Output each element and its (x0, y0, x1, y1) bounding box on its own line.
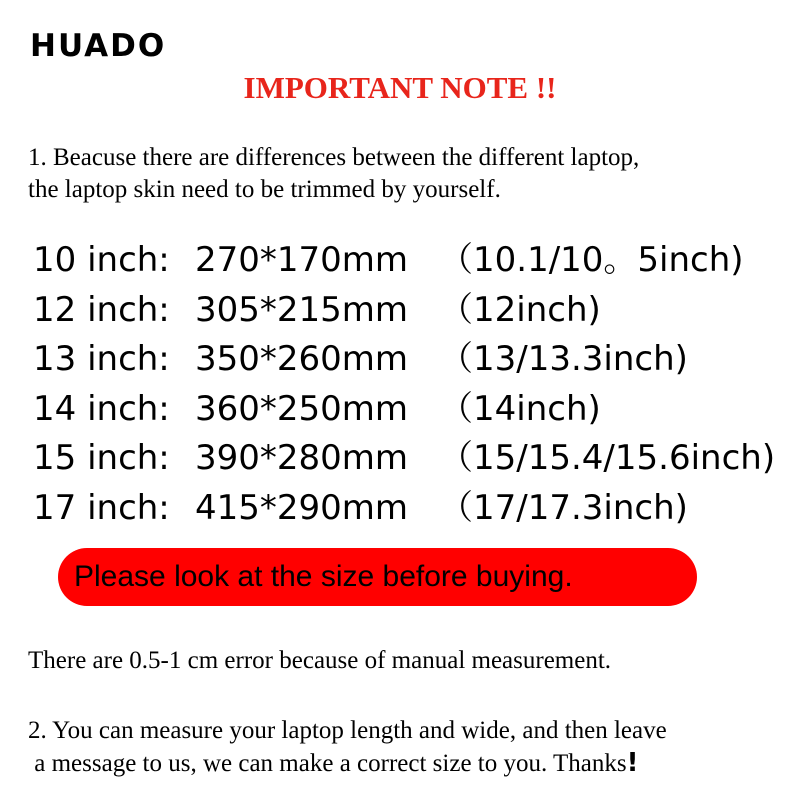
size-dimensions: 350*260mm (195, 339, 409, 380)
size-row (33, 385, 775, 435)
exclamation-mark: ! (626, 748, 639, 778)
size-row (33, 434, 775, 484)
size-models: （10.1/10。5inch) (439, 240, 744, 280)
size-label: 10 inch: (33, 240, 170, 280)
size-models: （12inch) (439, 289, 601, 330)
size-models: （14inch) (439, 388, 601, 429)
size-label: 14 inch: (33, 388, 170, 429)
size-row (33, 484, 775, 534)
size-dimensions: 415*290mm (195, 487, 409, 528)
size-models: （15/15.4/15.6inch) (439, 438, 776, 479)
size-models: （17/17.3inch) (439, 487, 688, 528)
note-two-line-2: a message to us, we can make a correct size to you. Thanks (28, 750, 627, 777)
size-dimensions: 270*170mm (195, 240, 409, 280)
size-row (33, 335, 775, 385)
size-dimensions: 305*215mm (195, 289, 409, 330)
size-row (33, 286, 775, 336)
size-label: 13 inch: (33, 339, 170, 380)
size-list (33, 236, 775, 534)
size-warning-banner: Please look at the size before buying. (58, 548, 697, 606)
important-note-title: IMPORTANT NOTE !! (243, 70, 557, 105)
note-one-line-1: 1. Beacuse there are differences between the different laptop, (28, 144, 640, 171)
size-label: 17 inch: (33, 487, 170, 528)
brand-logo: HUADO (30, 28, 167, 64)
size-models: （13/13.3inch) (439, 339, 688, 380)
note-two-line-1: 2. You can measure your laptop length and wide, and then leave (28, 717, 667, 744)
size-label: 15 inch: (33, 438, 170, 479)
size-label: 12 inch: (33, 289, 170, 330)
size-dimensions: 390*280mm (195, 438, 409, 479)
size-row (33, 236, 775, 286)
note-one (28, 142, 639, 206)
note-two (28, 715, 667, 780)
size-dimensions: 360*250mm (195, 388, 409, 429)
measurement-error-note: There are 0.5-1 cm error because of manual measurement. (28, 647, 612, 674)
note-one-line-2: the laptop skin need to be trimmed by yourself. (28, 176, 501, 203)
